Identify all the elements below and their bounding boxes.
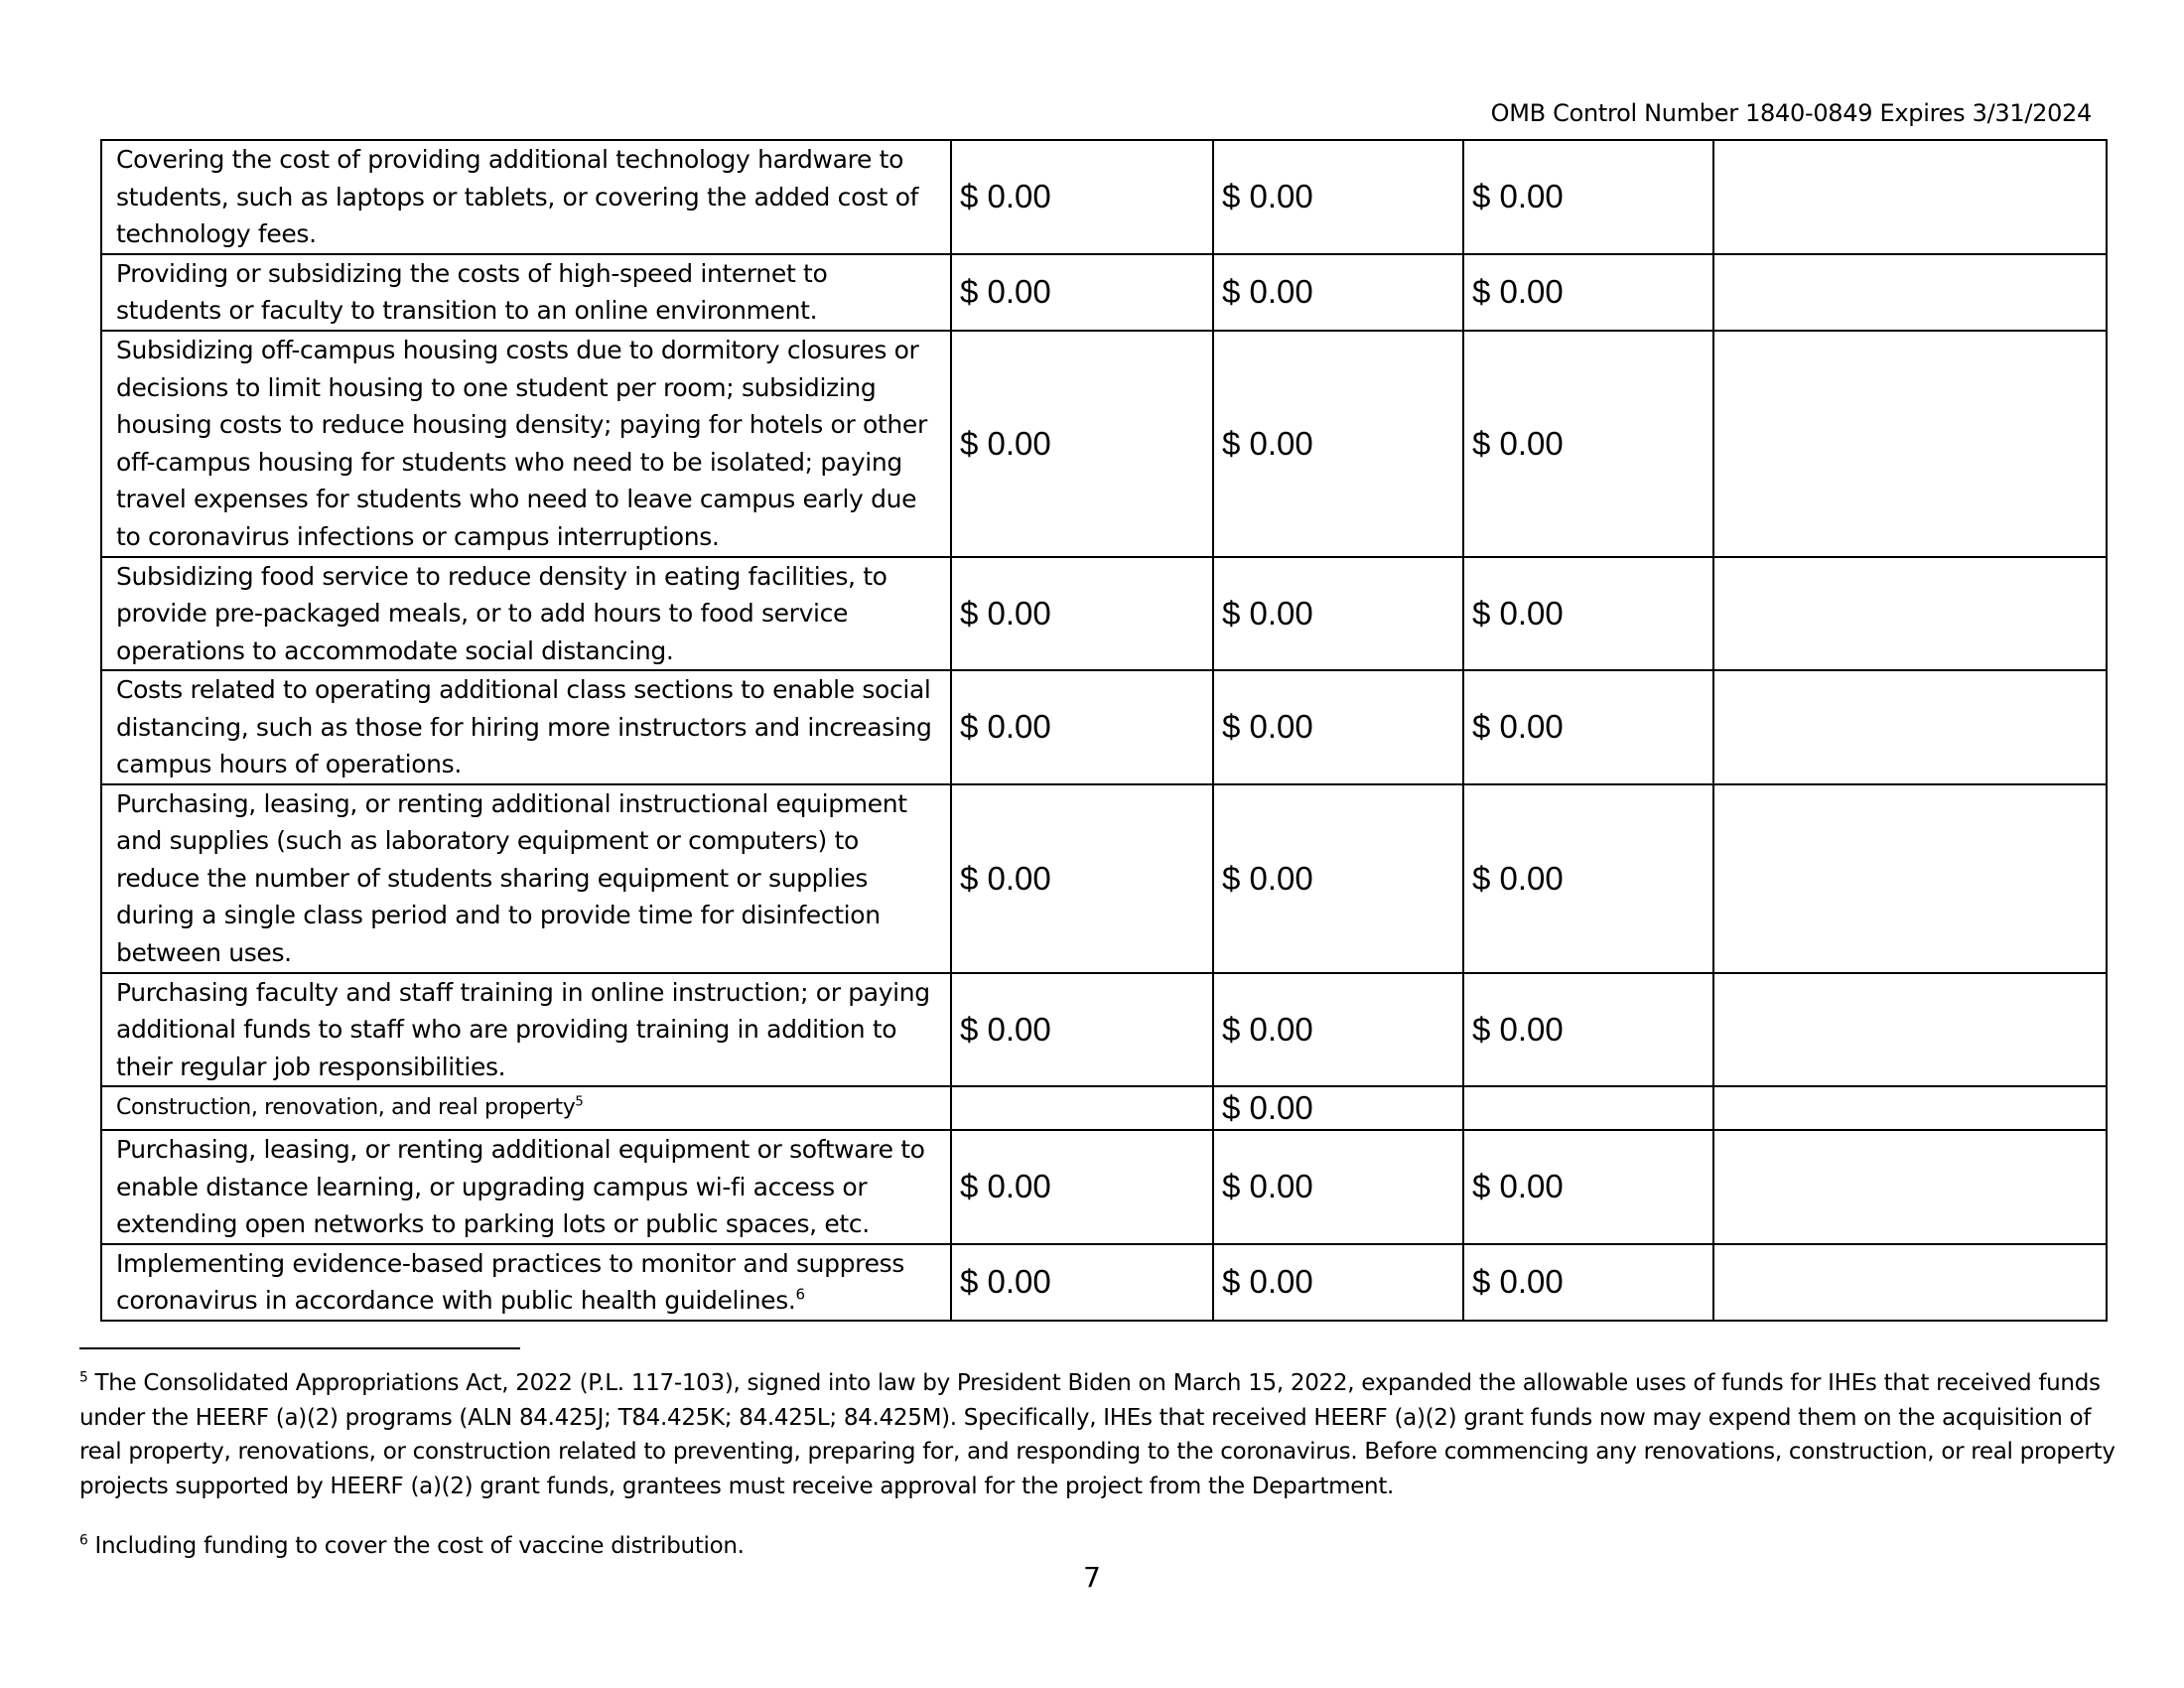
row-description: Costs related to operating additional class sections to enable social distancing, such as those for hiring more instructors and increasing campus hours of operations.	[101, 670, 951, 784]
blank-cell	[1713, 670, 2107, 784]
blank-cell	[1713, 1130, 2107, 1244]
amount-cell: $ 0.00	[951, 254, 1213, 331]
footnote-ref: 5	[575, 1094, 584, 1110]
row-description: Subsidizing off-campus housing costs due to dormitory closures or decisions to limit housing to one student per room; subsidizing housing costs to reduce housing density; paying for hotels or other off-campus housing for students who need to be isolated; paying travel expenses for students who need to leave campus early due to coronavirus infections or campus interruptions.	[101, 331, 951, 557]
table-row	[101, 254, 2107, 331]
row-description-text: Construction, renovation, and real property	[116, 1095, 576, 1120]
amount-cell: $ 0.00	[1463, 1130, 1713, 1244]
amount-cell: $ 0.00	[1463, 254, 1713, 331]
table-row	[101, 1086, 2107, 1130]
amount-cell: $ 0.00	[1213, 973, 1463, 1087]
amount-cell: $ 0.00	[1463, 1244, 1713, 1321]
blank-cell	[1713, 1086, 2107, 1130]
amount-cell: $ 0.00	[1213, 254, 1463, 331]
amount-cell: $ 0.00	[1213, 784, 1463, 973]
row-description: Covering the cost of providing additional technology hardware to students, such as laptops or tablets, or covering the added cost of technology fees.	[101, 140, 951, 254]
amount-cell: $ 0.00	[951, 784, 1213, 973]
footnote-divider	[79, 1347, 520, 1349]
row-description: Purchasing faculty and staff training in online instruction; or paying additional funds to staff who are providing training in addition to their regular job responsibilities.	[101, 973, 951, 1087]
row-description-text: Implementing evidence-based practices to monitor and suppress coronavirus in accordance with public health guidelines.	[116, 1248, 904, 1315]
blank-cell	[1713, 784, 2107, 973]
footnote-mark: 5	[79, 1369, 88, 1386]
amount-cell: $ 0.00	[1213, 1130, 1463, 1244]
amount-cell: $ 0.00	[951, 1244, 1213, 1321]
amount-cell: $ 0.00	[1463, 140, 1713, 254]
amount-cell: $ 0.00	[1213, 670, 1463, 784]
amount-cell: $ 0.00	[951, 1130, 1213, 1244]
amount-cell: $ 0.00	[1463, 331, 1713, 557]
row-description: Subsidizing food service to reduce density in eating facilities, to provide pre-packaged meals, or to add hours to food service operations to accommodate social distancing.	[101, 557, 951, 671]
table-row	[101, 1130, 2107, 1244]
blank-cell	[1713, 254, 2107, 331]
allowable-uses-table	[100, 139, 2108, 1322]
table-row	[101, 784, 2107, 973]
amount-cell: $ 0.00	[1463, 784, 1713, 973]
page-number: 7	[1083, 1561, 1101, 1594]
amount-cell: $ 0.00	[951, 140, 1213, 254]
footnote-mark: 6	[79, 1532, 88, 1549]
amount-cell: $ 0.00	[1213, 331, 1463, 557]
omb-control-number: OMB Control Number 1840-0849 Expires 3/31/2024	[1490, 99, 2092, 127]
blank-cell	[1713, 140, 2107, 254]
blank-cell	[1713, 331, 2107, 557]
blank-cell	[1713, 557, 2107, 671]
amount-cell: $ 0.00	[951, 557, 1213, 671]
row-description	[101, 1244, 951, 1321]
footnote-6	[79, 1529, 2124, 1564]
amount-cell: $ 0.00	[1463, 557, 1713, 671]
row-description: Providing or subsidizing the costs of high-speed internet to students or faculty to transition to an online environment.	[101, 254, 951, 331]
footnote-ref: 6	[795, 1285, 805, 1304]
amount-cell	[1463, 1086, 1713, 1130]
amount-cell: $ 0.00	[951, 973, 1213, 1087]
amount-cell: $ 0.00	[1213, 557, 1463, 671]
amount-cell: $ 0.00	[1213, 140, 1463, 254]
row-description: Purchasing, leasing, or renting additional instructional equipment and supplies (such as laboratory equipment or computers) to reduce the number of students sharing equipment or supplies during a single class period and to provide time for disinfection between uses.	[101, 784, 951, 973]
row-description: Purchasing, leasing, or renting additional equipment or software to enable distance learning, or upgrading campus wi-fi access or extending open networks to parking lots or public spaces, etc.	[101, 1130, 951, 1244]
table-row	[101, 1244, 2107, 1321]
table-row	[101, 140, 2107, 254]
row-description	[101, 1086, 951, 1130]
amount-cell: $ 0.00	[1213, 1244, 1463, 1321]
table-row	[101, 557, 2107, 671]
amount-cell: $ 0.00	[951, 670, 1213, 784]
amount-cell: $ 0.00	[1463, 973, 1713, 1087]
table-row	[101, 670, 2107, 784]
footnote-text: Including funding to cover the cost of vaccine distribution.	[87, 1533, 745, 1559]
amount-cell: $ 0.00	[1463, 670, 1713, 784]
footnote-5	[79, 1366, 2124, 1503]
amount-cell: $ 0.00	[1213, 1086, 1463, 1130]
amount-cell	[951, 1086, 1213, 1130]
amount-cell: $ 0.00	[951, 331, 1213, 557]
table-row	[101, 331, 2107, 557]
table-row	[101, 973, 2107, 1087]
blank-cell	[1713, 1244, 2107, 1321]
blank-cell	[1713, 973, 2107, 1087]
footnote-text: The Consolidated Appropriations Act, 2022 (P.L. 117-103), signed into law by President Biden on March 15, 2022, expanded the allowable uses of funds for IHEs that received funds under the HEERF (a)(2) programs (ALN 84.425J; T84.425K; 84.425L; 84.425M). Specifically, IHEs that received HEERF (a)(2) grant funds now may expend them on the acquisition of real property, renovations, or construction related to preventing, preparing for, and responding to the coronavirus. Before commencing any renovations, construction, or real property projects supported by HEERF (a)(2) grant funds, grantees must receive approval for the project from the Department.	[79, 1370, 2116, 1499]
